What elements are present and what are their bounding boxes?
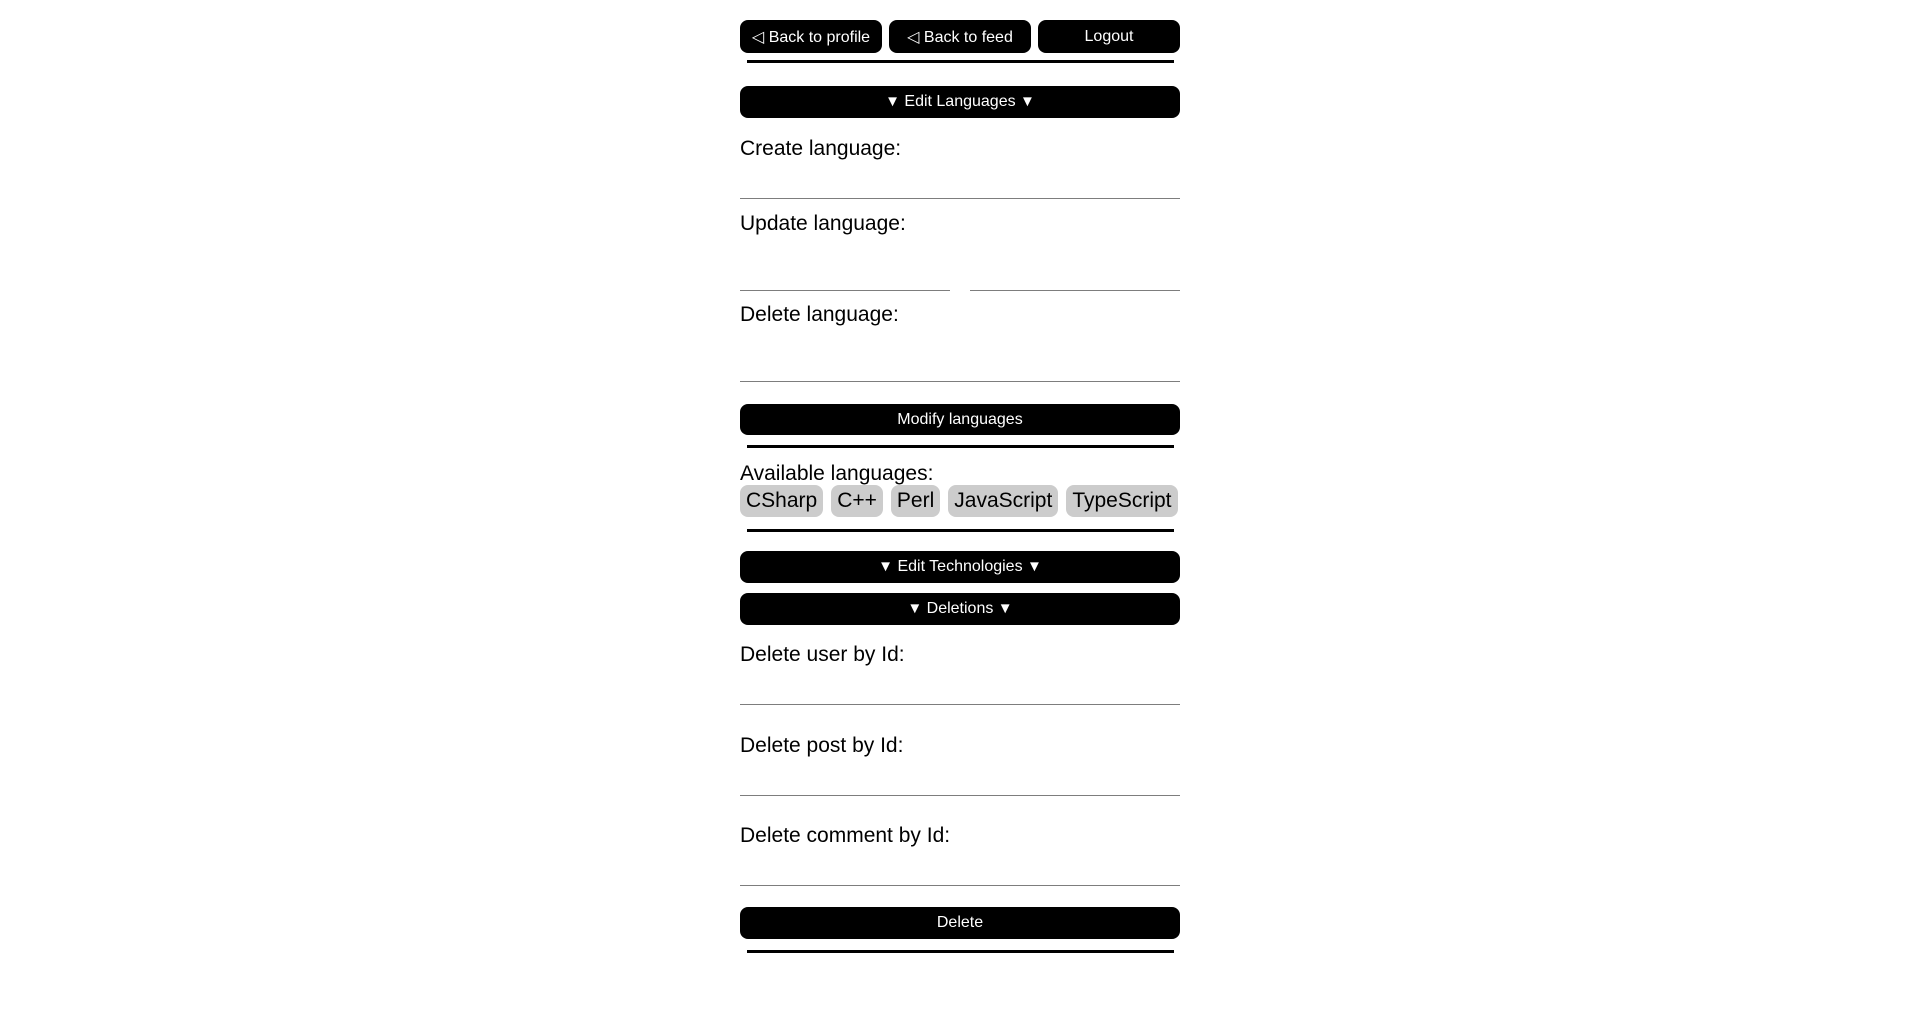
language-tag: CSharp	[740, 485, 823, 517]
modify-languages-button[interactable]: Modify languages	[740, 404, 1180, 435]
languages-divider	[747, 445, 1174, 448]
chevron-down-icon: ▼	[885, 93, 900, 110]
delete-comment-by-id-input[interactable]	[740, 847, 1180, 886]
back-to-feed-label: Back to feed	[923, 28, 1013, 46]
update-language-new-input[interactable]	[970, 252, 1180, 291]
language-tag: C++	[831, 485, 883, 517]
delete-language-label: Delete language:	[740, 303, 899, 326]
chevron-down-icon: ▼	[1027, 558, 1042, 575]
delete-button[interactable]: Delete	[740, 907, 1180, 939]
available-languages-divider	[747, 529, 1174, 532]
back-arrow-icon: ◁	[751, 28, 765, 46]
available-languages-label: Available languages:	[740, 462, 934, 485]
logout-button[interactable]	[1038, 20, 1180, 53]
deletions-divider	[747, 950, 1174, 953]
available-languages-list	[740, 485, 1180, 517]
back-arrow-icon: ◁	[907, 28, 920, 46]
delete-comment-by-id-label: Delete comment by Id:	[740, 824, 951, 847]
edit-languages-toggle[interactable]	[740, 86, 1180, 118]
update-language-label: Update language:	[740, 212, 906, 235]
language-tag: TypeScript	[1066, 485, 1177, 517]
delete-user-by-id-label: Delete user by Id:	[740, 643, 905, 666]
chevron-down-icon: ▼	[878, 558, 893, 575]
update-language-old-input[interactable]	[740, 252, 950, 291]
deletions-toggle[interactable]	[740, 593, 1180, 625]
edit-languages-label: Edit Languages	[904, 93, 1016, 110]
nav-divider	[747, 60, 1174, 63]
create-language-input[interactable]	[740, 160, 1180, 199]
edit-technologies-label: Edit Technologies	[897, 558, 1023, 575]
delete-post-by-id-input[interactable]	[740, 757, 1180, 796]
delete-language-input[interactable]	[740, 343, 1180, 382]
delete-user-by-id-input[interactable]	[740, 666, 1180, 705]
back-to-profile-button[interactable]	[740, 20, 882, 53]
nav-bar	[740, 20, 1180, 53]
chevron-down-icon: ▼	[1020, 93, 1035, 110]
chevron-down-icon: ▼	[907, 600, 923, 617]
deletions-label: Deletions	[926, 600, 994, 617]
chevron-down-icon: ▼	[997, 600, 1013, 617]
language-tag: JavaScript	[948, 485, 1058, 517]
language-tag: Perl	[891, 485, 940, 517]
delete-post-by-id-label: Delete post by Id:	[740, 734, 904, 757]
update-language-row	[740, 252, 1180, 291]
back-to-profile-label: Back to profile	[768, 28, 871, 46]
logout-label: Logout	[1084, 27, 1134, 45]
back-to-feed-button[interactable]	[889, 20, 1031, 53]
edit-technologies-toggle[interactable]	[740, 551, 1180, 583]
admin-panel	[740, 0, 1180, 953]
create-language-label: Create language:	[740, 137, 902, 160]
